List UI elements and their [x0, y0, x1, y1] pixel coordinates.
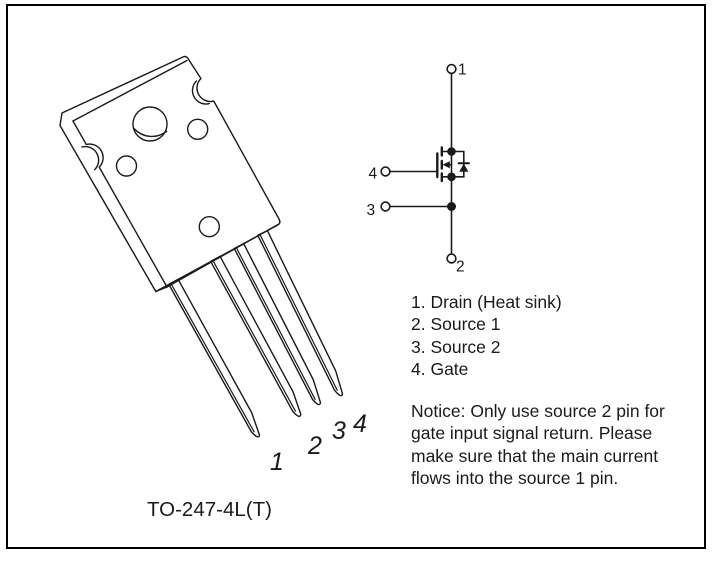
dimple-hole-left — [117, 156, 137, 176]
terminal-gate — [381, 167, 390, 176]
source2-junction-dot — [447, 202, 456, 211]
pinout-item-3: 3. Source 2 — [411, 336, 501, 357]
schematic-pin3-label: 3 — [366, 202, 376, 219]
notice-line-4: flows into the source 1 pin. — [411, 467, 619, 488]
diode-triangle — [459, 164, 468, 172]
package-lead-numbers — [270, 410, 367, 476]
lead-1-label: 1 — [270, 448, 284, 476]
terminal-drain — [447, 65, 456, 74]
lead-2-label: 2 — [308, 432, 322, 460]
package-outline-drawing — [60, 57, 343, 437]
schematic-pin4-label: 4 — [368, 165, 378, 183]
pinout-item-4: 4. Gate — [411, 359, 469, 380]
drain-junction-dot — [447, 147, 456, 156]
pinout-item-1: 1. Drain (Heat sink) — [411, 292, 562, 312]
lead-3-label: 3 — [332, 417, 346, 445]
terminal-source2 — [381, 202, 390, 211]
schematic-pin2-label: 2 — [456, 258, 465, 276]
source-junction-dot — [447, 173, 456, 182]
notice-line-2: gate input signal return. Please — [411, 423, 653, 444]
mosfet-schematic — [381, 65, 469, 263]
schematic-pin1-label: 1 — [458, 61, 467, 79]
channel-arrow — [443, 161, 450, 168]
terminal-source1 — [447, 254, 456, 263]
dimple-hole-right — [188, 119, 208, 139]
locator-hole-bottom — [199, 217, 219, 237]
pinout-list — [411, 291, 562, 381]
notice-paragraph — [411, 400, 665, 489]
notice-line-1: Notice: Only use source 2 pin for — [411, 401, 665, 421]
package-caption: TO-247-4L(T) — [147, 498, 272, 521]
notice-line-3: make sure that the main current — [411, 445, 659, 466]
lead-4-label: 4 — [353, 410, 367, 438]
pinout-item-2: 2. Source 1 — [411, 314, 501, 335]
